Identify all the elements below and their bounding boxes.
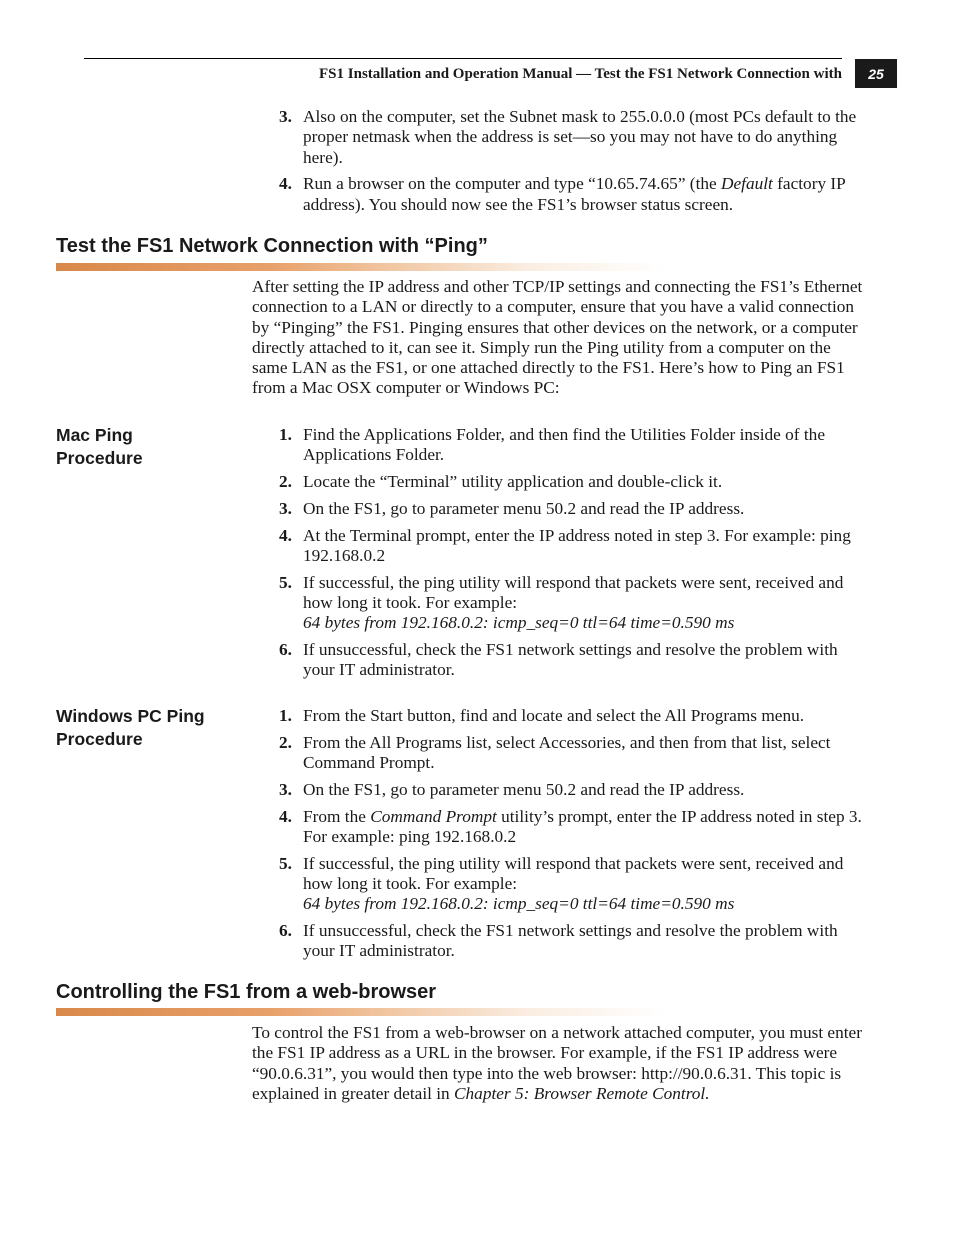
step-emphasis: Default	[721, 174, 773, 194]
step-text: Also on the computer, set the Subnet mask to 255.0.0.0 (most PCs default to the proper netmask when the address is set—so you may not have to do anything here).	[303, 107, 857, 167]
step-text: Find the Applications Folder, and then find the Utilities Folder inside of the Applications Folder.	[303, 425, 825, 465]
list-item	[270, 780, 870, 800]
label-line: Procedure	[56, 728, 143, 749]
paragraph-text: To control the FS1 from a web-browser on a network attached computer, you must enter the FS1 IP address as a URL in the browser. For example, if the FS1 IP address were “90.0.6.31”, you would then type into the web browser: http://90.0.6.31. This topic is explained in greater detail in	[252, 1023, 862, 1103]
list-item	[270, 573, 870, 634]
step-number: 1.	[279, 706, 292, 725]
step-text	[303, 807, 862, 846]
step-number: 3.	[279, 779, 292, 799]
step-text	[303, 174, 845, 213]
mac-procedure-label	[56, 424, 241, 469]
step-text: Locate the “Terminal” utility application and double-click it.	[303, 472, 723, 492]
step-text-part: utility’s prompt, enter the IP address noted in step 3. For example: ping 192.168.0.2	[303, 806, 862, 846]
step-number: 2.	[279, 732, 292, 752]
windows-steps-list	[270, 706, 870, 968]
list-item	[270, 526, 870, 567]
step-text-part: Run a browser on the computer and type “10.65.74.65” (the	[303, 174, 721, 194]
label-line: Mac Ping	[56, 425, 133, 445]
step-number: 4.	[279, 806, 292, 826]
list-item	[270, 640, 870, 681]
step-number: 3.	[279, 498, 292, 518]
label-line: Procedure	[56, 447, 143, 468]
browser-control-paragraph	[252, 1023, 870, 1104]
step-text: If successful, the ping utility will respond that packets were sent, received and how long it took. For example:	[303, 853, 844, 894]
page-number: 25	[855, 59, 897, 88]
step-text: If successful, the ping utility will respond that packets were sent, received and how long it took. For example:	[303, 572, 844, 613]
step-text: At the Terminal prompt, enter the IP address noted in step 3. For example: ping 192.168.0.2	[303, 525, 851, 565]
list-item	[270, 472, 870, 492]
step-text: If unsuccessful, check the FS1 network settings and resolve the problem with your IT administrator.	[303, 640, 838, 680]
step-number: 6.	[279, 640, 292, 660]
step-emphasis: Command Prompt	[370, 806, 497, 826]
heading-underline	[56, 263, 666, 271]
step-text: If unsuccessful, check the FS1 network settings and resolve the problem with your IT administrator.	[303, 921, 838, 961]
heading-underline	[56, 1008, 666, 1016]
list-item	[270, 733, 870, 774]
section-heading-ping: Test the FS1 Network Connection with “Ping”	[56, 235, 488, 257]
step-number: 5.	[279, 853, 292, 873]
list-item	[270, 107, 870, 168]
step-text: On the FS1, go to parameter menu 50.2 and read the IP address.	[303, 498, 745, 518]
list-item	[270, 174, 870, 215]
ping-intro-paragraph: After setting the IP address and other TCP/IP settings and connecting the FS1’s Ethernet connection to a LAN or directly to a computer, ensure that you have a valid connection by “Pinging” the FS1. Pinging ensures that other devices on the network, or a computer directly attached to it, can see it. Simply run the Ping utility from a computer on the same LAN as the FS1, or one attached directly to the FS1. Here’s how to Ping an FS1 from a Mac OSX computer or Windows PC:	[252, 277, 863, 398]
ping-output-example: 64 bytes from 192.168.0.2: icmp_seq=0 ttl=64 time=0.590 ms	[303, 613, 735, 633]
list-item	[270, 425, 870, 466]
label-line: Windows PC Ping	[56, 706, 205, 726]
list-item	[270, 706, 870, 726]
ping-output-example: 64 bytes from 192.168.0.2: icmp_seq=0 ttl=64 time=0.590 ms	[303, 894, 735, 914]
windows-procedure-label	[56, 705, 241, 750]
step-number: 1.	[279, 425, 292, 444]
step-number: 5.	[279, 572, 292, 592]
step-number: 6.	[279, 921, 292, 941]
step-number: 2.	[279, 472, 292, 492]
list-item	[270, 854, 870, 915]
step-text: From the Start button, find and locate and select the All Programs menu.	[303, 706, 805, 725]
step-number: 4.	[279, 525, 292, 545]
list-item	[270, 499, 870, 519]
section-heading-browser: Controlling the FS1 from a web-browser	[56, 981, 437, 1003]
mac-steps-list	[270, 425, 870, 687]
step-number: 3.	[279, 107, 292, 126]
header-rule	[84, 58, 842, 59]
running-header-title: FS1 Installation and Operation Manual — Test the FS1 Network Connection with	[319, 66, 842, 82]
step-text: From the All Programs list, select Accessories, and then from that list, select Command Prompt.	[303, 732, 831, 773]
list-item	[270, 921, 870, 962]
step-text-part: factory IP address). You should now see the FS1’s browser status screen.	[303, 174, 846, 214]
step-text: On the FS1, go to parameter menu 50.2 and read the IP address.	[303, 779, 745, 799]
chapter-reference: Chapter 5: Browser Remote Control.	[454, 1083, 710, 1103]
step-number: 4.	[279, 174, 292, 194]
intro-steps-list	[270, 107, 870, 221]
step-text-part: From the	[303, 806, 371, 826]
list-item	[270, 807, 870, 848]
